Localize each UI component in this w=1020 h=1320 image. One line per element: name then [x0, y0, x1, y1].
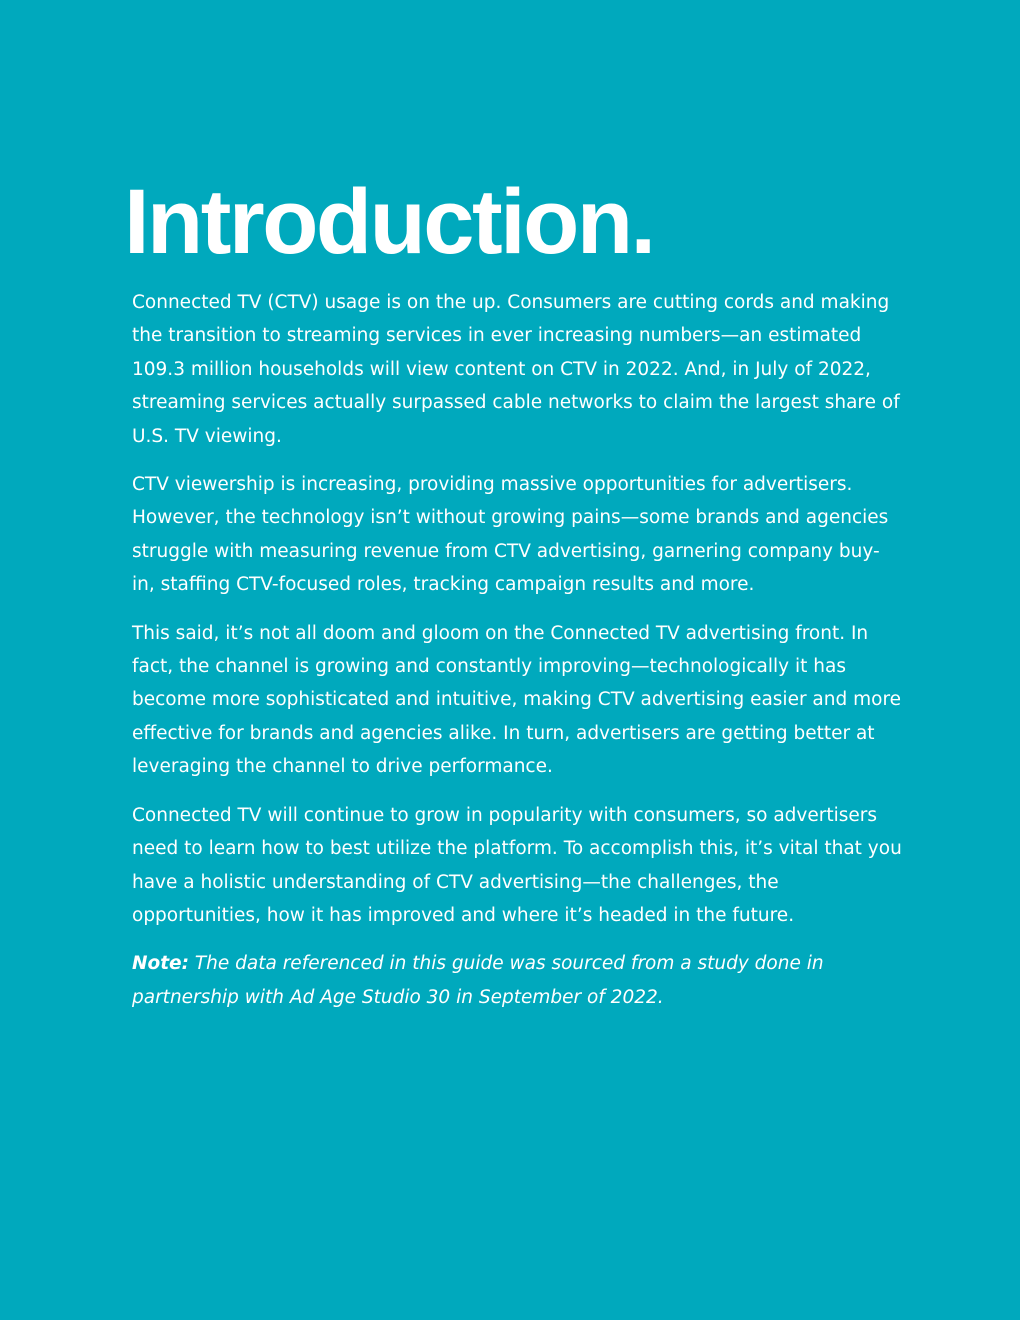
paragraph-future: Connected TV will continue to grow in popularity with consumers, so advertisers need to learn how to best utilize the platform. To accomplish this, it’s vital that you have a holistic understanding of CTV advertising—the challenges, the opportunities, how it has improved and where it’s headed in the future.: [132, 804, 902, 926]
page-title: Introduction.: [124, 171, 654, 273]
note-text: The data referenced in this guide was sourced from a study done in partnership with Ad Age Studio 30 in September of 2022.: [132, 953, 824, 1008]
paragraph-intro: Connected TV (CTV) usage is on the up. Consumers are cutting cords and making the transition to streaming services in ever increasing numbers—an estimated 109.3 million households will view content on CTV in 2022. And, in July of 2022, streaming services actually surpassed cable networks to claim the largest share of U.S. TV viewing.: [132, 292, 900, 447]
paragraph-opportunities: CTV viewership is increasing, providing massive opportunities for advertisers. However, the technology isn’t without growing pains—some brands and agencies struggle with measuring revenue from CTV advertising, garnering company buy-in, staffing CTV-focused roles, tracking campaign results and more.: [132, 474, 889, 596]
body-text: [132, 286, 902, 1014]
note: [132, 947, 902, 1014]
note-label: Note:: [132, 953, 189, 975]
paragraph-improvements: This said, it’s not all doom and gloom on the Connected TV advertising front. In fact, the channel is growing and constantly improving—technologically it has become more sophisticated and intuitive, making CTV advertising easier and more effective for brands and agencies alike. In turn, advertisers are getting better at leveraging the channel to drive performance.: [132, 622, 902, 778]
